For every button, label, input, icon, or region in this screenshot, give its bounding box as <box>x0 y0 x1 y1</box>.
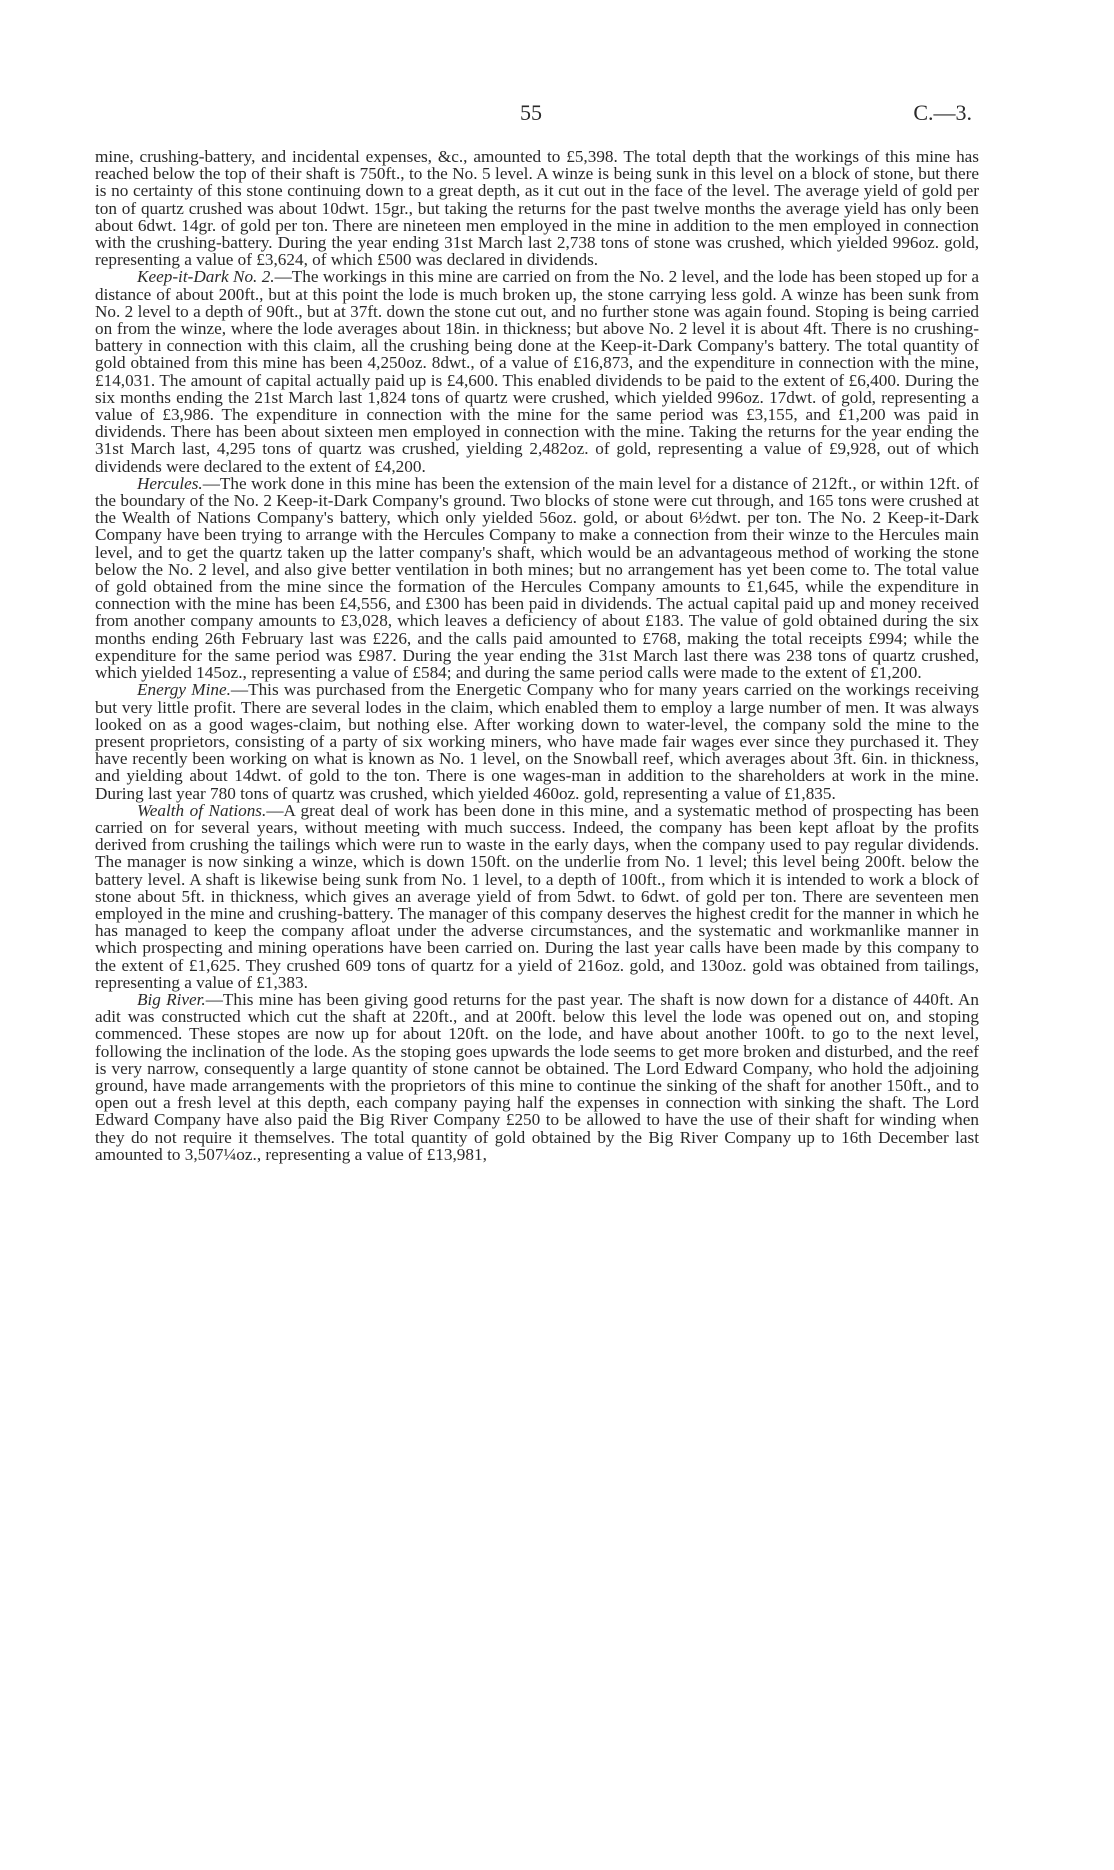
report-body <box>95 148 979 1163</box>
paragraph-keep-it-dark-no-2 <box>95 268 979 474</box>
paragraph-text: —The workings in this mine are carried on from the No. 2 level, and the lode has been stoped up for a distance of about 200ft., but at this point the lode is much broken up, the stone carrying less gold. A winze has been sunk from No. 2 level to a depth of 90ft., but at 37ft. down the stone cut out, and no further stone was again found. Stoping is being carried on from the winze, where the lode averages about 18in. in thickness; but above No. 2 level it is about 4ft. There is no crushing-battery in connection with this claim, all the crushing being done at the Keep-it-Dark Company's battery. The total quantity of gold obtained from this mine has been 4,250oz. 8dwt., of a value of £16,873, and the expenditure in connection with the mine, £14,031. The amount of capital actually paid up is £4,600. This enabled dividends to be paid to the extent of £6,400. During the six months ending the 21st March last 1,824 tons of quartz were crushed, which yielded 996oz. 17dwt. of gold, representing a value of £3,986. The expenditure in connection with the mine for the same period was £3,155, and £1,200 was paid in dividends. There has been about sixteen men employed in connection with the mine. Taking the returns for the year ending the 31st March last, 4,295 tons of quartz was crushed, yielding 2,482oz. of gold, representing a value of £9,928, out of which dividends were declared to the extent of £4,200. <box>95 267 979 476</box>
mine-name: Big River. <box>137 989 206 1009</box>
paragraph-text: —A great deal of work has been done in this mine, and a systematic method of prospecting has been carried on for several years, without meeting with much success. Indeed, the company has been kept afloat by the profits derived from crushing the tailings which were run to waste in the early days, when the company used to pay regular dividends. The manager is now sinking a winze, which is down 150ft. on the underlie from No. 1 level; this level being 200ft. below the battery level. A shaft is likewise being sunk from No. 1 level, to a depth of 100ft., from which it is intended to work a block of stone about 5ft. in thickness, which gives an average yield of from 5dwt. to 6dwt. of gold per ton. There are seventeen men employed in the mine and crushing-battery. The manager of this company deserves the highest credit for the manner in which he has managed to keep the company afloat under the adverse circumstances, and the systematic and workmanlike manner in which prospecting and mining operations have been carried on. During the last year calls have been made by this company to the extent of £1,625. They crushed 609 tons of quartz for a yield of 216oz. gold, and 130oz. gold was obtained from tailings, representing a value of £1,383. <box>95 800 980 992</box>
mine-name: Energy Mine. <box>137 680 231 700</box>
paragraph-hercules <box>95 475 979 681</box>
document-reference: C.—3. <box>913 100 972 125</box>
mine-name: Hercules. <box>137 473 203 493</box>
paragraph-text: —This was purchased from the Energetic Company who for many years carried on the workings receiving but very little profit. There are several lodes in the claim, which enabled them to employ a large number of men. It was always looked on as a good wages-claim, but nothing else. After working down to water-level, the company sold the mine to the present proprietors, consisting of a party of six working miners, who have made fair wages ever since they purchased it. They have recently been working on what is known as No. 1 level, on the Snowball reef, which averages about 3ft. 6in. in thickness, and yielding about 14dwt. of gold to the ton. There is one wages-man in addition to the shareholders at work in the mine. During last year 780 tons of quartz was crushed, which yielded 460oz. gold, representing a value of £1,835. <box>95 680 980 803</box>
paragraph-text: —The work done in this mine has been the extension of the main level for a distance of 212ft., or within 12ft. of the boundary of the No. 2 Keep-it-Dark Company's ground. Two blocks of stone were cut through, and 165 tons were crushed at the Wealth of Nations Company's battery, which only yielded 56oz. gold, or about 6½dwt. per ton. The No. 2 Keep-it-Dark Company have been trying to arrange with the Hercules Company to make a connection from their winze to the Hercules main level, and to get the quartz taken up the latter company's shaft, which would be an advantageous method of working the stone below the No. 2 level, and also give better ventilation in both mines; but no arrangement has yet been come to. The total value of gold obtained from the mine since the formation of the Hercules Company amounts to £1,645, while the expenditure in connection with the mine has been £4,556, and £300 has been paid in dividends. The actual capital paid up and money received from another company amounts to £3,028, which leaves a deficiency of about £183. The value of gold obtained during the six months ending 26th February last was £226, and the calls paid amounted to £768, making the total receipts £994; while the expenditure for the same period was £987. During the year ending the 31st March last there was 238 tons of quartz crushed, which yielded 145oz., representing a value of £584; and during the same period calls were made to the extent of £1,200. <box>95 473 979 683</box>
mine-name: Wealth of Nations. <box>137 800 267 820</box>
paragraph-wealth-of-nations <box>95 802 979 991</box>
paragraph-big-river <box>95 991 979 1163</box>
paragraph-text: —This mine has been giving good returns for the past year. The shaft is now down for a distance of 440ft. An adit was constructed which cut the shaft at 220ft., and at 200ft. below this level the lode was opened out on, and stoping commenced. These stopes are now up for about 120ft. on the lode, and have about another 100ft. to go to the next level, following the inclination of the lode. As the stoping goes upwards the lode seems to get more broken and disturbed, and the reef is very narrow, consequently a large quantity of stone cannot be obtained. The Lord Edward Company, who hold the adjoining ground, have made arrangements with the proprietors of this mine to continue the sinking of the shaft for another 150ft., and to open out a fresh level at this depth, each company paying half the expenses in connection with sinking the shaft. The Lord Edward Company have also paid the Big River Company £250 to be allowed to have the use of their shaft for winding when they do not require it themselves. The total quantity of gold obtained by the Big River Company up to 16th December last amounted to 3,507¼oz., representing a value of £13,981, <box>95 989 980 1164</box>
page-number: 55 <box>520 100 542 125</box>
paragraph-continued <box>95 148 979 268</box>
paragraph-text: mine, crushing-battery, and incidental expenses, &c., amounted to £5,398. The total depth that the workings of this mine has reached below the top of their shaft is 750ft., to the No. 5 level. A winze is being sunk in this level on a block of stone, but there is no certainty of this stone continuing down to a great depth, as it cut out in the face of the level. The average yield of gold per ton of quartz crushed was about 10dwt. 15gr., but taking the returns for the past twelve months the average yield has only been about 6dwt. 14gr. of gold per ton. There are nineteen men employed in the mine in addition to the men employed in connection with the crushing-battery. During the year ending 31st March last 2,738 tons of stone was crushed, which yielded 996oz. gold, representing a value of £3,624, of which £500 was declared in dividends. <box>95 147 979 270</box>
paragraph-energy-mine <box>95 681 979 801</box>
mine-name: Keep-it-Dark No. 2. <box>137 267 275 287</box>
page-header <box>0 100 1114 130</box>
